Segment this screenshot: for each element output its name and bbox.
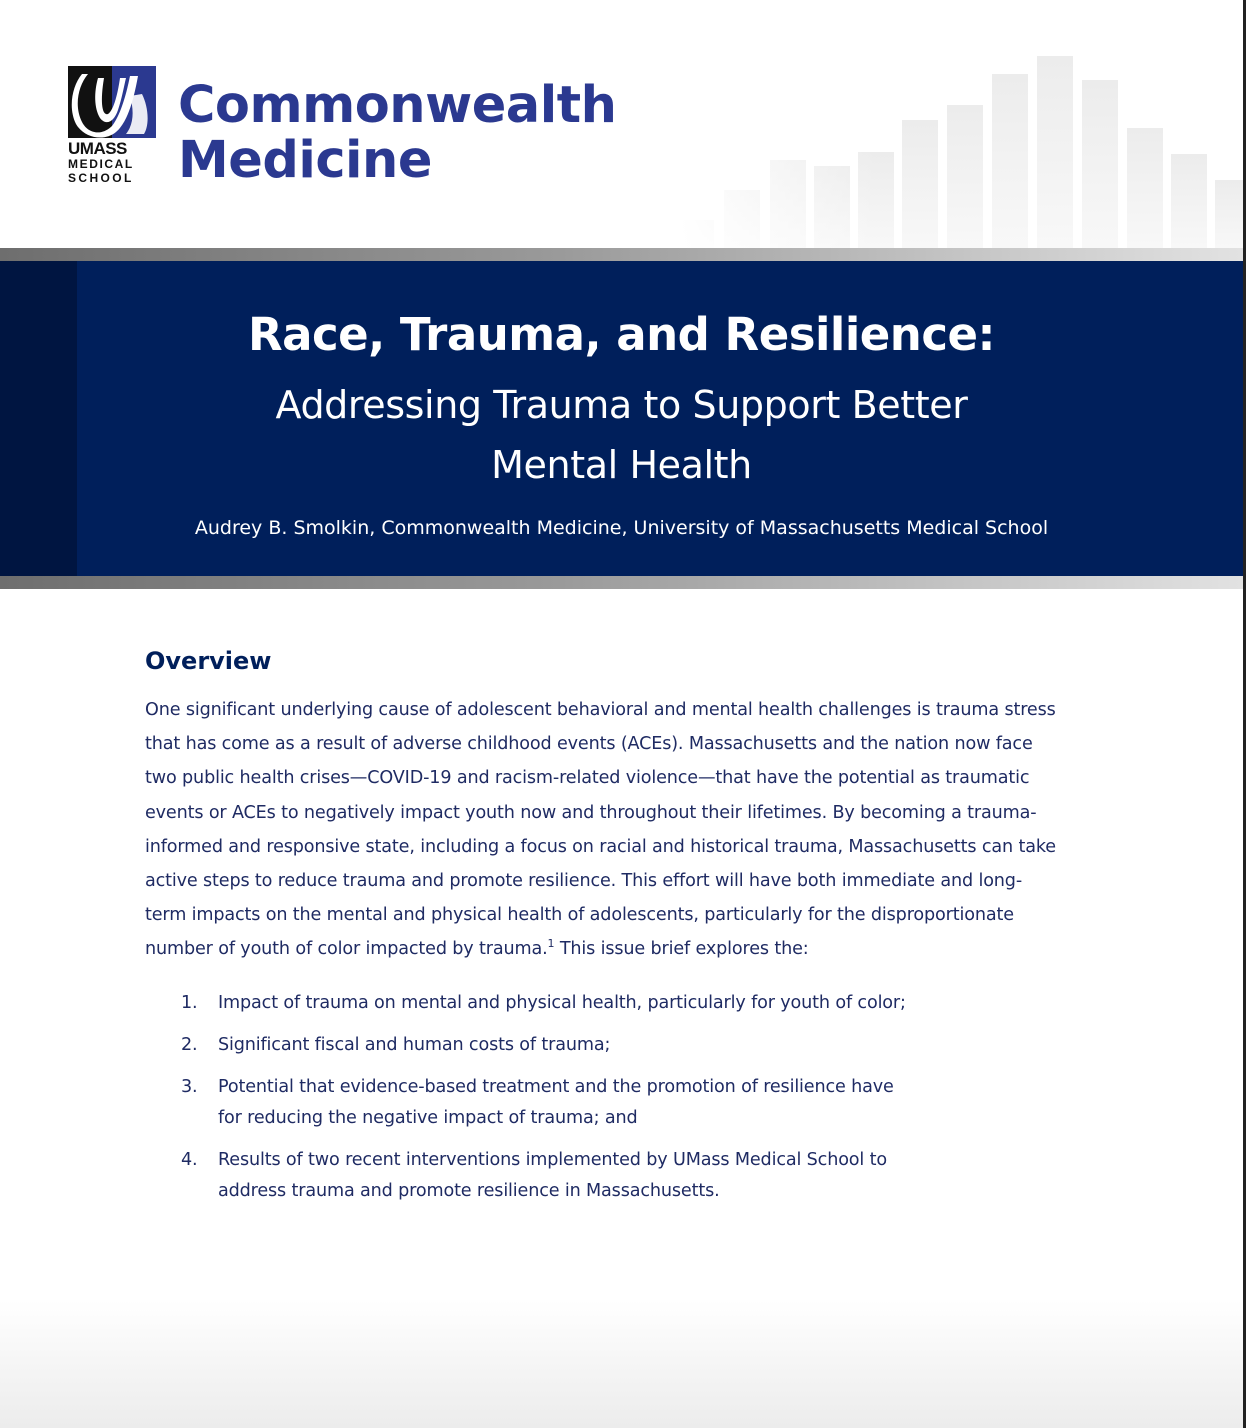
list-item-text: Results of two recent interventions implemented by UMass Medical School to [218,1150,887,1170]
brand-line-1: Commonwealth [178,76,617,135]
banner-top-stripe [0,248,1243,261]
title-banner [0,261,1243,576]
list-item-text: address trauma and promote resilience in Massachusetts. [218,1181,720,1201]
author-line: Audrey B. Smolkin, Commonwealth Medicine, University of Massachusetts Medical School [194,517,1049,539]
last-line-start: number of youth of color impacted by trauma. [145,939,548,960]
overview-paragraph [145,693,1105,967]
document-subtitle [0,375,1243,495]
banner-bottom-stripe [0,576,1243,589]
paragraph-last-line [145,932,1105,966]
page-bottom-shadow [0,1300,1243,1428]
list-item-text: for reducing the negative impact of trauma; and [218,1108,638,1128]
svg-text:UMASS: UMASS [68,139,127,158]
paragraph-line: that has come as a result of adverse childhood events (ACEs). Massachusetts and the nation now face [145,734,1033,755]
list-number: 3. [181,1077,198,1097]
document-title: Race, Trauma, and Resilience: [247,308,996,361]
subtitle-line-2: Mental Health [491,443,752,487]
svg-text:MEDICAL: MEDICAL [68,157,134,171]
list-item-text: Significant fiscal and human costs of trauma; [218,1035,611,1055]
brand-line-2: Medicine [178,131,432,190]
footnote-ref[interactable]: 1 [547,937,555,951]
decorative-bar-graphic [680,50,1243,248]
subtitle-line-1: Addressing Trauma to Support Better [275,383,968,427]
list-item-text: Potential that evidence-based treatment and the promotion of resilience have [218,1077,894,1097]
paragraph-line: two public health crises—COVID-19 and racism-related violence—that have the potential as traumatic [145,768,1030,789]
overview-heading: Overview [145,647,272,675]
list-number: 4. [181,1150,198,1170]
list-item-text: Impact of trauma on mental and physical health, particularly for youth of color; [218,993,906,1013]
umass-u-emblem-icon [68,66,158,184]
list-number: 1. [181,993,198,1013]
list-number: 2. [181,1035,198,1055]
paragraph-line: informed and responsive state, including a focus on racial and historical trauma, Massachusetts can take [145,836,1056,857]
last-line-end: This issue brief explores the: [554,939,809,960]
brand-name [178,78,616,188]
svg-text:SCHOOL: SCHOOL [68,171,134,184]
paragraph-line: active steps to reduce trauma and promote resilience. This effort will have both immediate and long- [145,871,1023,892]
paragraph-line: events or ACEs to negatively impact youth now and throughout their lifetimes. By becoming a trauma- [145,802,1037,823]
paragraph-line: One significant underlying cause of adolescent behavioral and mental health challenges is trauma stress [145,700,1056,720]
paragraph-line: term impacts on the mental and physical health of adolescents, particularly for the disproportionate [145,905,1014,926]
umass-logo [68,66,158,184]
